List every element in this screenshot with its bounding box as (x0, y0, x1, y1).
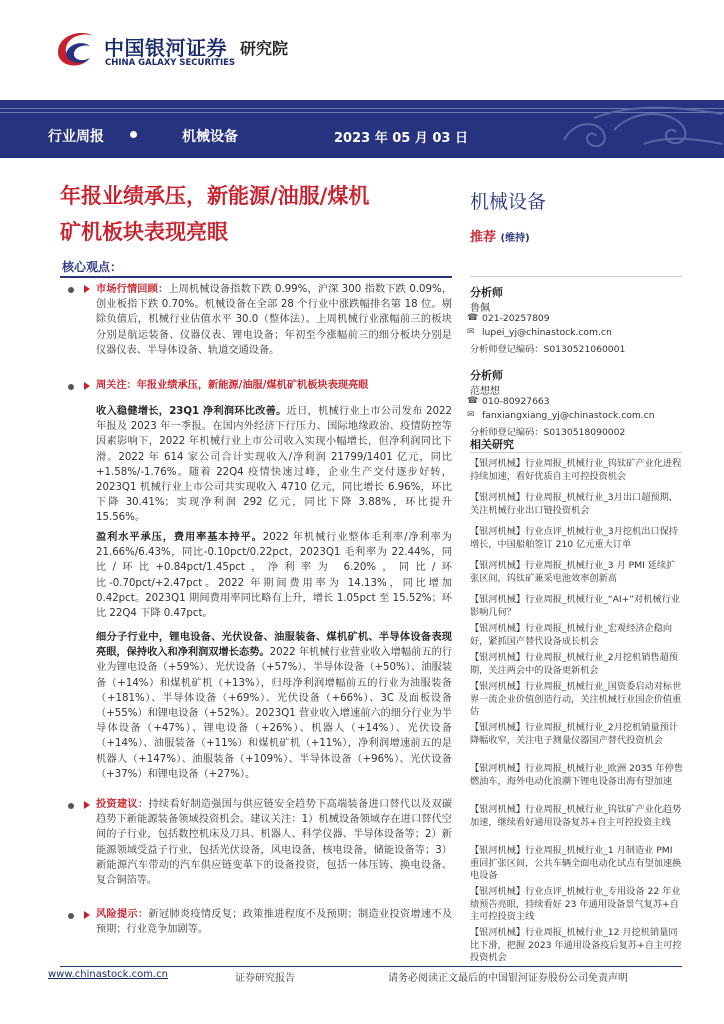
paragraph-bold-lead: 细分子行业中，锂电设备、光伏设备、油服装备、煤机矿机、半导体设备表现亮眼，保持收入和净利润双增长态势。 (96, 632, 452, 659)
related-item[interactable]: 【银河机械】行业周报_机械行业_宏观经济企稳向好，紧抓国产替代设备成长机会 (470, 623, 673, 647)
bullet-icon (68, 384, 74, 390)
paragraph-text: 上周机械设备指数下跌 0.99%，沪深 300 指数下跌 0.09%，创业板指下跌 0.70%。机械设备在全部 28 个行业中涨跌幅排名第 18 位。剔除负值后，机械行业估值水平 30.0（整体法）。上周机械行业涨幅前三的板块分别是航运装备、仪器仪表、锂电设备；年初至今涨幅前三的细分板块分别是仪器仪表、半导体设备、轨道交通设备。 (96, 284, 453, 356)
report-date: 2023 年 05 月 03 日 (334, 131, 468, 146)
arrow-bullet-icon (84, 285, 90, 293)
sidebar-divider (470, 276, 682, 277)
weekly-focus-headline (96, 378, 452, 393)
paragraph-text: 2022 年机械行业整体毛利率/净利率为 21.66%/6.43%，同比-0.10pct/0.22pct，2023Q1 毛利率为 22.44%，同比/环比+0.84pct/1.45pct，净利率为 6.20%，同比/环比-0.70pct/+2.47pct。2022 年期间费用率为 14.13%，同比增加 0.42pct。2023Q1 期间费用率同比略有上升，增长 1.05pct 至 15.52%；环比 22Q4 下降 0.47pct。 (96, 532, 452, 620)
rating-value: 推荐 (470, 230, 497, 245)
related-divider (470, 452, 682, 453)
related-item[interactable]: 【银河机械】行业周报_机械行业_“AI+”对机械行业影响几何？ (470, 594, 680, 618)
email-icon: ✉ (467, 410, 475, 420)
risk-paragraph (96, 907, 452, 937)
brand-name-cn: 中国银河证券 (104, 36, 227, 60)
related-item[interactable]: 【银河机械】行业点评_机械行业_专用设备 22 年业绩预告亮眼，持续看好 23 年通用设备景气复苏+自主可控投资主线 (470, 886, 681, 923)
paragraph-lead: 市场行情回顾： (96, 284, 169, 295)
band-sector: 机械设备 (182, 129, 238, 145)
footer-disclaimer: 请务必阅读正文最后的中国银河证券股份公司免责声明 (388, 973, 628, 984)
paragraph-text: 新冠肺炎疫情反复；政策推进程度不及预期；制造业投资增速不及预期；行业竞争加剧等。 (96, 909, 453, 936)
related-item[interactable]: 【银河机械】行业周报_机械行业_3月出口超预期，关注机械行业出口链投资机会 (470, 492, 678, 516)
paragraph-text: 近日，机械行业上市公司发布 2022 年报及 2023 年一季报。在国内外经济下行压力、国际地缘政治、疫情防控等因素影响下，2022 年机械行业上市公司收入实现小幅增长，但净利润同比下滑。2022 年 614 家公司合计实现收入/净利润 21799/1401 亿元，同比+1.58%/-1.76%。随着 22Q4 疫情快速过峰，企业生产交付逐步好转，2023Q1 机械行业上市公司共实现收入 4710 亿元，同比增长 6.96%，环比下降 30.41%；实现净利润 292 亿元，同比下降 3.88%，环比提升 15.56%。 (96, 406, 452, 524)
paragraph-lead: 投资建议： (96, 799, 149, 810)
galaxy-logo-icon (50, 26, 100, 72)
analyst-cert: 分析师登记编码：S0130521060001 (470, 344, 626, 355)
rating-note: (维持) (500, 233, 530, 244)
investment-advice-paragraph (96, 797, 452, 888)
related-research-heading: 相关研究 (470, 438, 514, 451)
related-item[interactable]: 【银河机械】行业周报_机械行业_钨钛矿产业化进程持续加速，看好优质自主可控投资机会 (470, 458, 682, 482)
analyst-name: 鲁佩 (470, 303, 490, 314)
profitability-paragraph (96, 530, 452, 621)
arrow-bullet-icon (84, 801, 90, 809)
analyst-heading: 分析师 (470, 286, 503, 299)
paragraph-text: 持续看好制造强国与供应链安全趋势下高端装备进口替代以及双碳趋势下新能源装备领域投资机会。建议关注：1）机械设备领域存在进口替代空间的子行业，包括数控机床及刀具、机器人、科学仪器、半导体设备等；2）新能源领域受益子行业，包括光伏设备，风电设备，核电设备，储能设备等；3）新能源汽车带动的汽车供应链变革下的设备投资，包括一体压铸、换电设备、复合铜箔等。 (96, 799, 453, 887)
key-points-label: 核心观点： (62, 260, 123, 274)
phone-icon: ☎ (467, 313, 479, 323)
bullet-icon (68, 913, 74, 919)
subsector-paragraph (96, 630, 452, 782)
related-item[interactable]: 【银河机械】行业周报_机械行业_2月挖机销售超预期，关注两会中的设备更新机会 (470, 652, 678, 676)
paragraph-text: 2022 年机械行业营业收入增幅前五的行业为锂电设备（+59%）、光伏设备（+57%）、半导体设备（+50%）、油服装备（+14%）和煤机矿机（+13%），归母净利润增幅前五的行业为油服装备（+181%）、半导体设备（+69%）、光伏设备（+66%）、3C 及面板设备（+55%）和锂电设备（+52%）。2023Q1 营业收入增速前六的细分行业为半导体设备（+47%）、锂电设备（+26%）、机器人（+14%）、光伏设备（+14%）、油服装备（+11%）和煤机矿机（+11%），净利润增速前五的是机器人（+147%）、油服装备（+109%）、半导体设备（+96%）、光伏设备（+37%）和锂电设备（+27%）。 (96, 647, 453, 780)
analyst-email[interactable]: lupei_yj@chinastock.com.cn (482, 327, 612, 338)
bullet-icon (68, 287, 74, 293)
revenue-paragraph (96, 404, 452, 526)
rating-label (470, 226, 530, 245)
related-item[interactable]: 【银河机械】行业周报_机械行业_12 月挖机销量同比下滑，把握 2023 年通用设备疫后复苏+自主可控投资机会 (470, 927, 682, 964)
institute-label: 研究院 (240, 39, 289, 58)
bullet-icon (68, 803, 74, 809)
report-title-line-1: 年报业绩承压，新能源/油服/煤机 (60, 184, 370, 208)
section-divider (60, 276, 452, 278)
related-item[interactable]: 【银河机械】行业周报_机械行业_欧洲 2035 年停售燃油车，海外电动化浪潮下锂电设备出海有望加速 (470, 763, 683, 787)
footer-website-link[interactable]: www.chinastock.com.cn (48, 969, 168, 980)
cloud-pattern-icon (554, 100, 724, 158)
related-item[interactable]: 【银河机械】行业周报_机械行业_2月挖机销量预计降幅收窄，关注电子测量仪器国产替代投资机会 (470, 722, 678, 746)
paragraph-bold-lead: 盈利水平承压，费用率基本持平。 (96, 532, 263, 543)
analyst-name: 范想想 (470, 386, 500, 397)
analyst-heading: 分析师 (470, 369, 503, 382)
related-item[interactable]: 【银河机械】行业周报_机械行业_1 月制造业 PMI 重回扩张区间，公共车辆全面电动化试点有望加速换电设备 (470, 845, 682, 882)
analyst-cert: 分析师登记编码：S0130518090002 (470, 427, 626, 438)
related-item[interactable]: 【银河机械】行业点评_机械行业_3月挖机出口保持增长，中国船舶签订 210 亿元重大订单 (470, 526, 678, 550)
analyst-phone: 021-20257809 (482, 313, 550, 324)
sidebar-sector: 机械设备 (470, 191, 547, 213)
related-item[interactable]: 【银河机械】行业周报_机械行业_钨钛矿产业化趋势加速，继续看好通用设备复苏+自主可控投资主线 (470, 804, 682, 828)
paragraph-bold-lead: 收入稳健增长，23Q1 净利润环比改善。 (96, 406, 287, 417)
footer-divider (60, 966, 682, 967)
analyst-phone: 010-80927663 (482, 396, 550, 407)
band-dot-icon (130, 131, 137, 138)
market-review-paragraph (96, 282, 452, 358)
footer-report-label: 证券研究报告 (235, 973, 295, 984)
report-type: 行业周报 (48, 129, 104, 145)
related-item[interactable]: 【银河机械】行业周报_机械行业_国资委启动对标世界一流企业价值创造行动，关注机械行业国企价值重估 (470, 681, 682, 718)
company-logo (50, 26, 289, 72)
focus-title: 年报业绩承压，新能源/油服/煤机矿机板块表现亮眼 (136, 380, 369, 391)
related-item[interactable]: 【银河机械】行业周报_机械行业_3 月 PMI 延续扩张区间，钨钛矿兼采电池效率创新高 (470, 560, 676, 584)
arrow-bullet-icon (84, 911, 90, 919)
report-title-line-2: 矿机板块表现亮眼 (60, 220, 228, 244)
arrow-bullet-icon (84, 382, 90, 390)
paragraph-lead: 风险提示： (96, 909, 149, 920)
paragraph-lead: 周关注： (96, 380, 137, 391)
phone-icon: ☎ (467, 396, 479, 406)
brand-name-en: CHINA GALAXY SECURITIES (105, 58, 236, 68)
email-icon: ✉ (467, 327, 475, 337)
analyst-email[interactable]: fanxiangxiang_yj@chinastock.com.cn (482, 410, 655, 421)
header-band (0, 100, 724, 158)
